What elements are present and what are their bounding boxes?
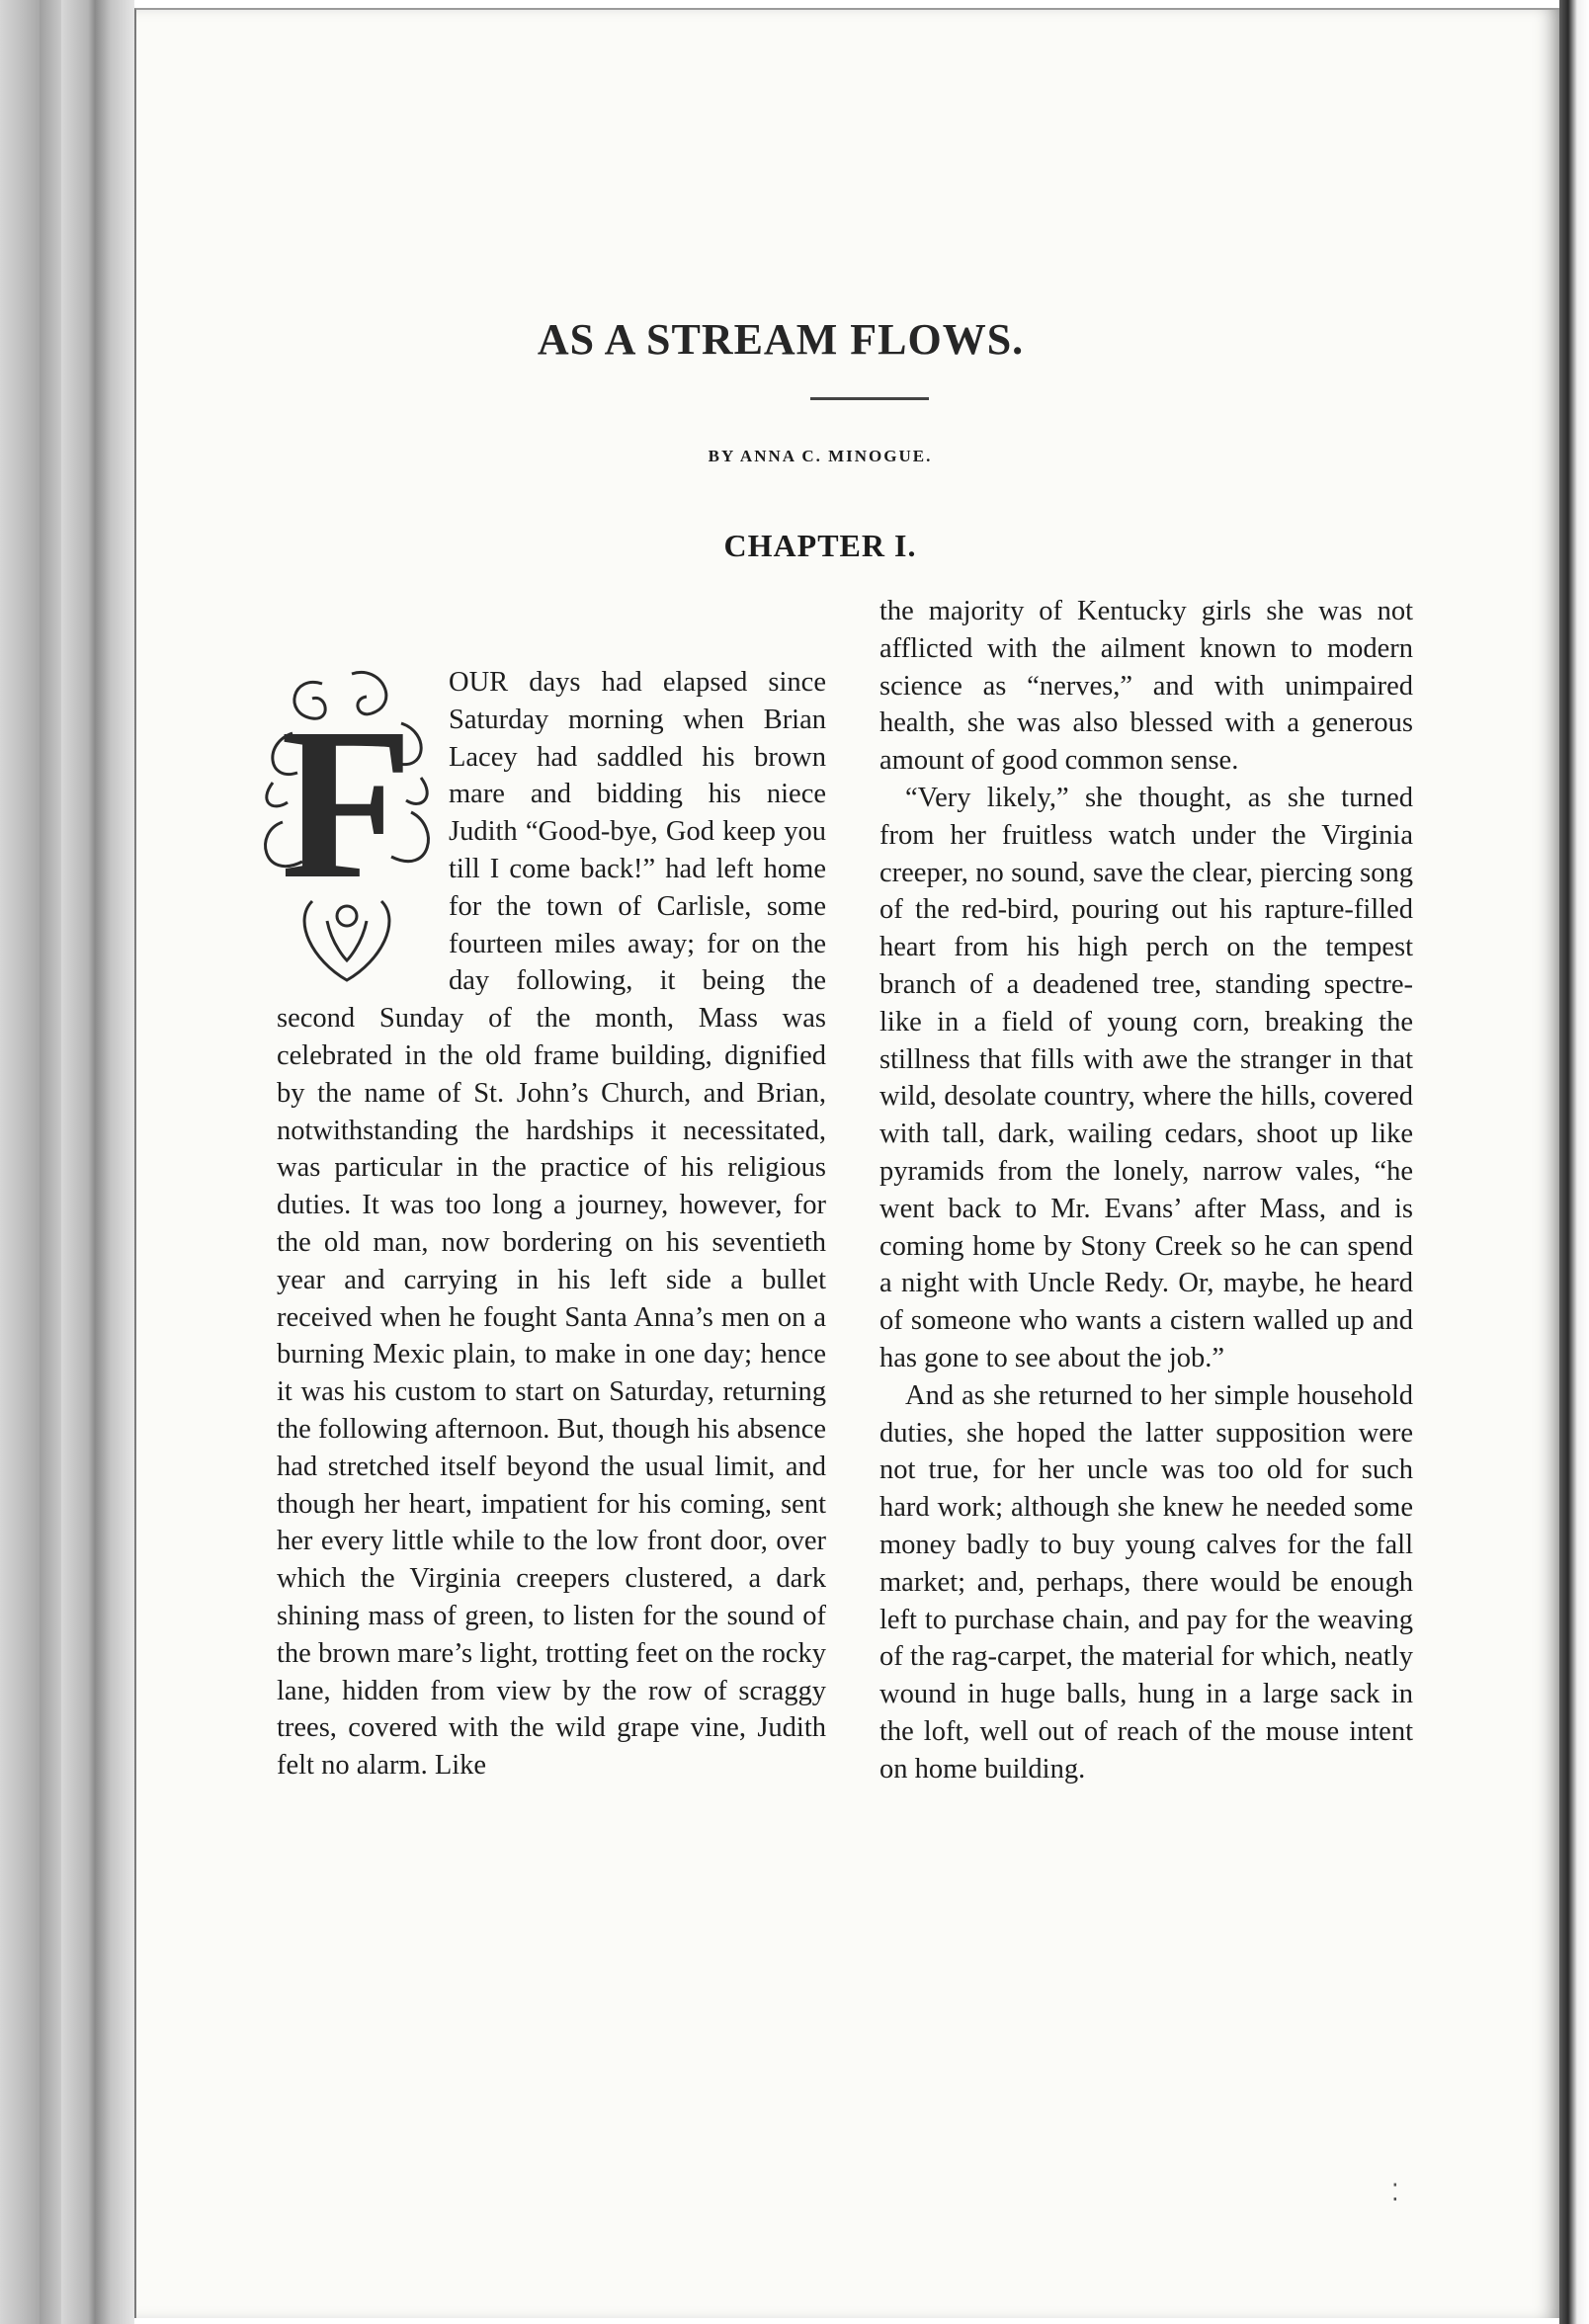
book-edge-outer (0, 0, 40, 2324)
article-title: AS A STREAM FLOWS. (537, 315, 1025, 364)
right-column-paragraph-1: the majority of Kentucky girls she was not afflicted with the ailment known to modern science as “nerves,” and with unimpaired health, she was also blessed with a generous amount of good common sense. (879, 596, 1413, 777)
book-edge-inner (61, 0, 95, 2324)
book-edge-middle (40, 0, 61, 2324)
drop-cap-ornament-icon (253, 664, 441, 990)
right-column-paragraph-2: “Very likely,” she thought, as she turned from her fruitless watch under the Virginia creeper, no sound, save the clear, piercing song of the red-bird, pouring out his rapture-filled heart from his high perch on the tempest branch of a deadened tree, standing spectre-like in a field of young corn, breaking the stillness that fills with awe the stranger in that wild, desolate country, where the hills, covered with tall, dark, wailing cedars, shoot up like pyramids from the lonely, narrow vales, “he went back to Mr. Evans’ after Mass, and is coming home by Stony Creek so he can spend a night with Uncle Redy. Or, maybe, he heard of someone who wants a cistern walled up and has gone to see about the job.” (879, 782, 1413, 1373)
article-byline: BY ANNA C. MINOGUE. (708, 447, 933, 465)
ornamental-drop-cap (253, 664, 431, 990)
left-column (277, 664, 826, 1784)
chapter-heading: CHAPTER I. (723, 528, 917, 563)
print-speck: ⁚ (1391, 2179, 1399, 2206)
page-gutter-shadow (95, 0, 134, 2324)
right-column-paragraph-3: And as she returned to her simple household duties, she hoped the latter supposition were not true, for her uncle was too old for such hard work; although she knew he needed some money badly to buy young calves for the fall market; and, perhaps, there would be enough left to purchase chain, and pay for the weaving of the rag-carpet, the material for which, neatly wound in huge balls, hung in a large sack in the loft, well out of reach of the mouse intent on home building. (879, 1379, 1413, 1784)
right-column (879, 593, 1413, 1788)
left-column-paragraph: OUR days had elapsed since Saturday morning when Brian Lacey had saddled his brown mare and bidding his niece Judith “Good-bye, God keep you till I come back!” had left home for the town of Carlisle, some fourteen miles away; for on the day following, it being the second Sunday of the month, Mass was celebrated in the old frame building, dignified by the name of St. John’s Church, and Brian, notwithstanding the hardships it necessitated, was particular in the practice of his religious duties. It was too long a journey, however, for the old man, now bordering on his seventieth year and carrying in his left side a bullet received when he fought Santa Anna’s men on a burning Mexic plain, to make in one day; hence it was his custom to start on Saturday, returning the following afternoon. But, though his absence had stretched itself beyond the usual limit, and though her heart, impatient for his coming, sent her every little while to the low front door, over which the Virginia creepers clustered, a dark shining mass of green, to listen for the sound of the brown mare’s light, trotting feet on the rocky lane, hidden from view by the row of scraggy trees, covered with the wild grape vine, Judith felt no alarm. Like (277, 667, 826, 1782)
drop-cap-letter: F (280, 683, 414, 924)
page-right-edge (1559, 0, 1589, 2324)
title-rule (810, 397, 929, 400)
